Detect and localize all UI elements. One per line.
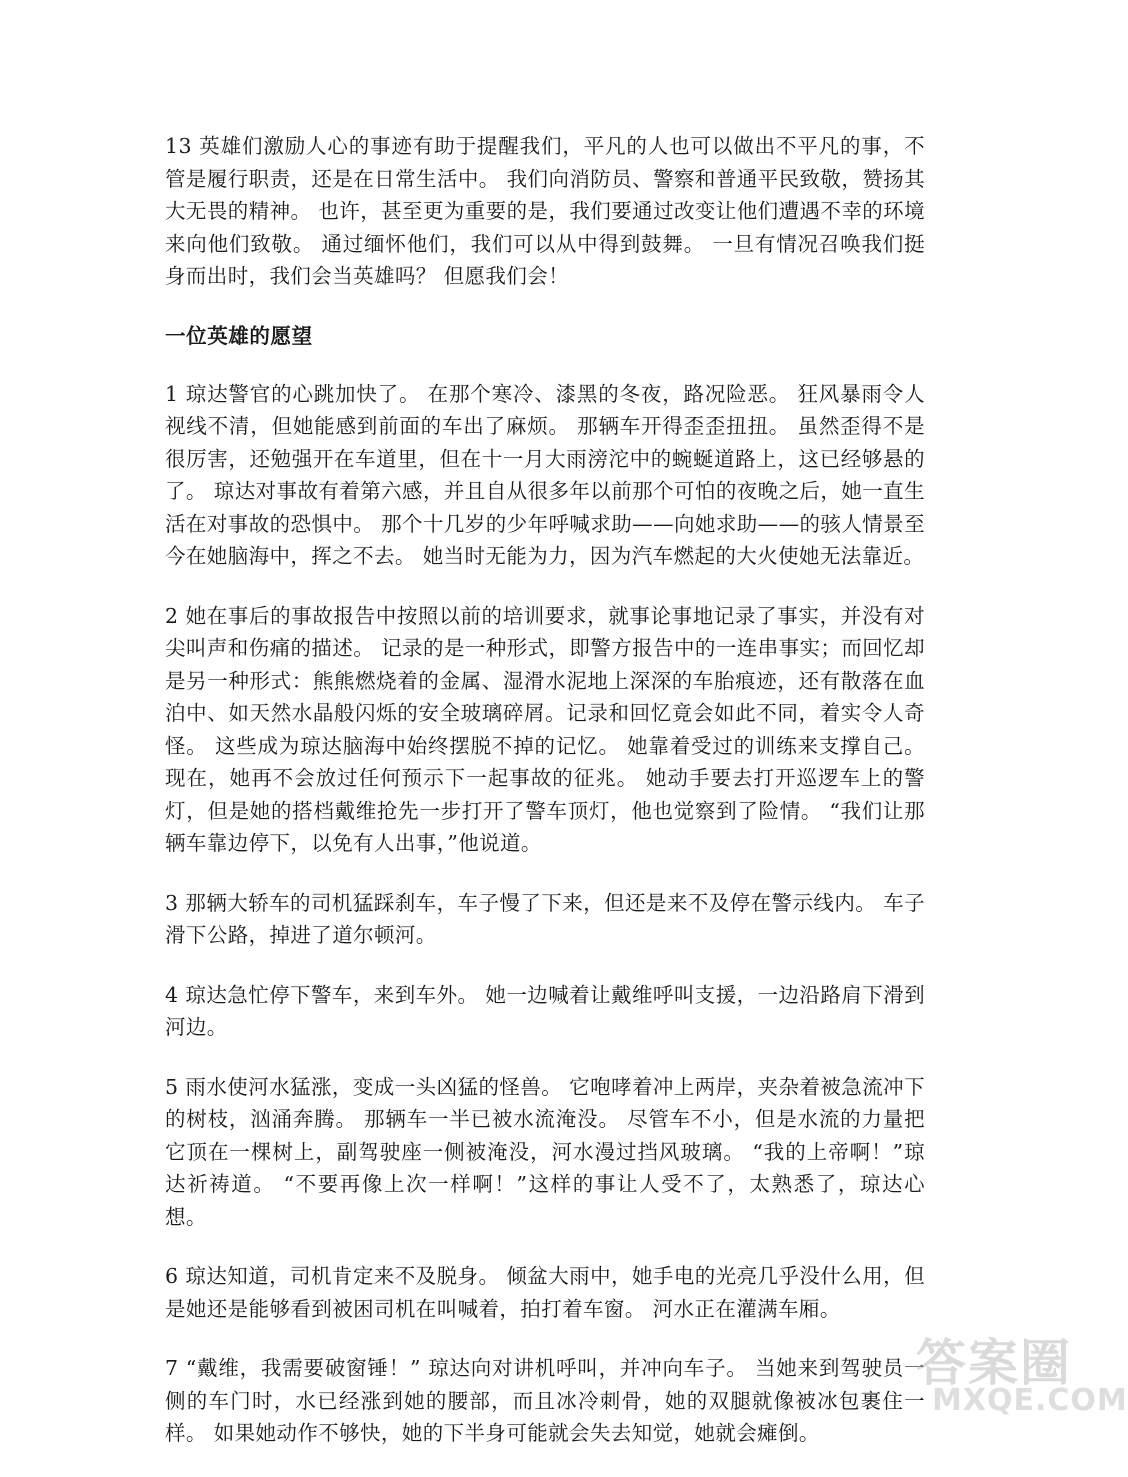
section-heading: 一位英雄的愿望: [165, 323, 313, 348]
watermark-url: MXQE.COM: [932, 1383, 1128, 1418]
paragraph-3: 3 那辆大轿车的司机猛踩刹车，车子慢了下来，但还是来不及停在警示线内。 车子滑下公路，掉进了道尔顿河。: [165, 890, 925, 947]
document-page: [165, 130, 925, 1477]
watermark-logo: [904, 1321, 1128, 1418]
paragraph-4: 4 琼达急忙停下警车，来到车外。 她一边喊着让戴维呼叫支援，一边沿路肩下滑到河边。: [165, 982, 925, 1039]
paragraph-6: 6 琼达知道，司机肯定来不及脱身。 倾盆大雨中，她手电的光亮几乎没什么用，但是她还是能够看到被困司机在叫喊着，拍打着车窗。 河水正在灌满车厢。: [165, 1264, 925, 1321]
paragraph-2: 2 她在事后的事故报告中按照以前的培训要求，就事论事地记录了事实，并没有对尖叫声和伤痛的描述。 记录的是一种形式，即警方报告中的一连串事实；而回忆却是另一种形式：熊熊燃烧着的金属、湿滑水泥地上深深的车胎痕迹，还有散落在血泊中、如天然水晶般闪烁的安全玻璃碎屑。记录和回忆竟会如此不同，着实令人奇怪。 这些成为琼达脑海中始终摆脱不掉的记忆。 她靠着受过的训练来支撑自己。现在，她再不会放过任何预示下一起事故的征兆。 她动手要去打开巡逻车上的警灯，但是她的搭档戴维抢先一步打开了警车顶灯，他也觉察到了险情。 “我们让那辆车靠边停下，以免有人出事，”他说道。: [165, 603, 925, 855]
paragraph-5: 5 雨水使河水猛涨，变成一头凶猛的怪兽。 它咆哮着冲上两岸，夹杂着被急流冲下的树枝，汹涌奔腾。 那辆车一半已被水流淹没。 尽管车不小，但是水流的力量把它顶在一棵树上，副驾驶座一侧被淹没，河水漫过挡风玻璃。 “我的上帝啊！”琼达祈祷道。 “不要再像上次一样啊！”这样的事让人受不了，太熟悉了，琼达心想。: [165, 1074, 925, 1229]
paragraph-7: 7 “戴维，我需要破窗锤！” 琼达向对讲机呼叫，并冲向车子。 当她来到驾驶员一侧的车门时，水已经涨到她的腰部，而且冰冷刺骨，她的双腿就像被冰包裹住一样。 如果她动作不够快，她的下半身可能就会失去知觉，她就会瘫倒。: [165, 1356, 925, 1445]
watermark-title: 答案圈: [916, 1334, 1072, 1392]
paragraph-1: 1 琼达警官的心跳加快了。 在那个寒冷、漆黑的冬夜，路况险恶。 狂风暴雨令人视线不清，但她能感到前面的车出了麻烦。 那辆车开得歪歪扭扭。 虽然歪得不是很厉害，还勉强开在车道里，但在十一月大雨滂沱中的蜿蜒道路上，这已经够悬的了。 琼达对事故有着第六感，并且自从很多年以前那个可怕的夜晚之后，她一直生活在对事故的恐惧中。 那个十几岁的少年呼喊求助——向她求助——的骇人情景至今在她脑海中，挥之不去。 她当时无能为力，因为汽车燃起的大火使她无法靠近。: [165, 381, 925, 568]
paragraph-13: 13 英雄们激励人心的事迹有助于提醒我们，平凡的人也可以做出不平凡的事，不管是履行职责，还是在日常生活中。 我们向消防员、警察和普通平民致敬，赞扬其大无畏的精神。 也许，甚至更为重要的是，我们要通过改变让他们遭遇不幸的环境来向他们致敬。 通过缅怀他们，我们可以从中得到鼓舞。 一旦有情况召唤我们挺身而出时，我们会当英雄吗？ 但愿我们会！: [165, 134, 925, 288]
